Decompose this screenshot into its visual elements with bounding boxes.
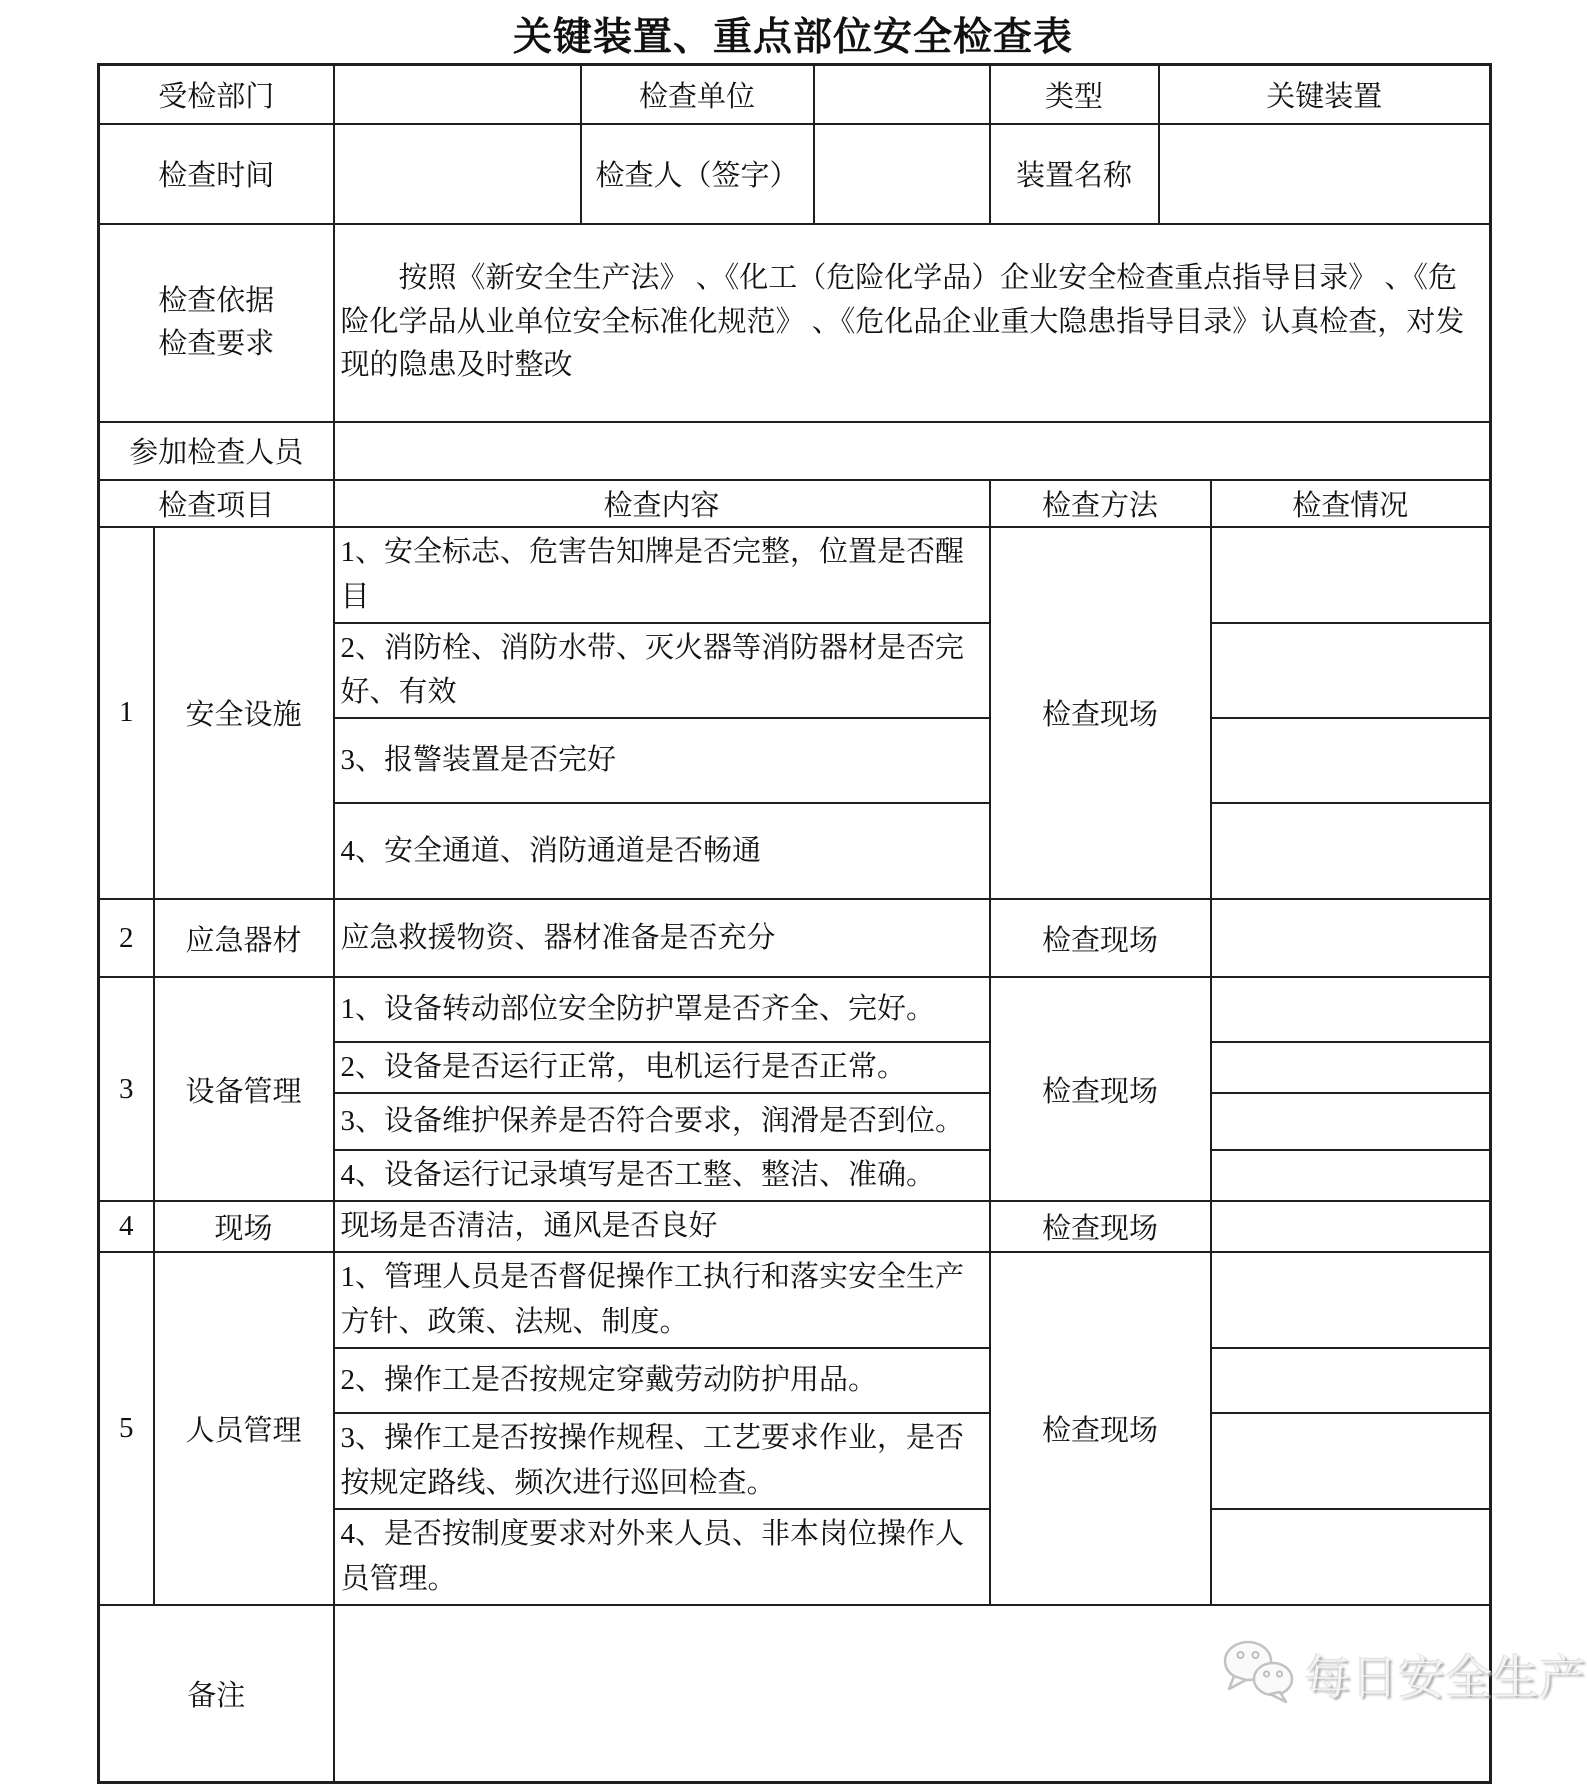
type-value: 关键装置 bbox=[1159, 65, 1491, 124]
item-content: 4、是否按制度要求对外来人员、非本岗位操作人员管理。 bbox=[334, 1509, 990, 1605]
device-name-value bbox=[1159, 124, 1491, 224]
table-row bbox=[99, 422, 1491, 480]
item-no: 1 bbox=[99, 527, 154, 900]
item-method: 检查现场 bbox=[990, 977, 1211, 1201]
item-category: 人员管理 bbox=[154, 1252, 334, 1605]
situation-cell bbox=[1211, 527, 1491, 623]
basis-label-line2: 检查要求 bbox=[158, 327, 275, 360]
item-content: 1、管理人员是否督促操作工执行和落实安全生产方针、政策、法规、制度。 bbox=[334, 1252, 990, 1348]
watermark-text: 每日安全生产 bbox=[1304, 1653, 1586, 1705]
column-header-method: 检查方法 bbox=[990, 480, 1211, 527]
item-no: 5 bbox=[99, 1252, 154, 1605]
item-method: 检查现场 bbox=[990, 899, 1211, 977]
situation-cell bbox=[1211, 1150, 1491, 1201]
item-content: 1、设备转动部位安全防护罩是否齐全、完好。 bbox=[334, 977, 990, 1042]
item-content: 1、安全标志、危害告知牌是否完整，位置是否醒目 bbox=[334, 527, 990, 623]
page-title: 关键装置、重点部位安全检查表 bbox=[512, 16, 1073, 59]
participants-value bbox=[334, 422, 1491, 480]
item-content: 4、设备运行记录填写是否工整、整洁、准确。 bbox=[334, 1150, 990, 1201]
item-category: 安全设施 bbox=[154, 527, 334, 900]
item-content: 2、操作工是否按规定穿戴劳动防护用品。 bbox=[334, 1348, 990, 1413]
table-row bbox=[99, 899, 1491, 977]
item-content: 3、设备维护保养是否符合要求，润滑是否到位。 bbox=[334, 1093, 990, 1150]
basis-content: 按照《新安全生产法》 、《化工（危险化学品）企业安全检查重点指导目录》 、《危险化学品从业单位安全标准化规范》 、《危化品企业重大隐患指导目录》认真检查，对发现的隐患及时整改 bbox=[334, 224, 1491, 422]
item-no: 2 bbox=[99, 899, 154, 977]
table-row bbox=[99, 977, 1491, 1042]
remarks-area bbox=[334, 1605, 1491, 1783]
basis-label bbox=[99, 224, 334, 422]
situation-cell bbox=[1211, 1201, 1491, 1252]
item-method: 检查现场 bbox=[990, 1201, 1211, 1252]
item-content: 2、消防栓、消防水带、灭火器等消防器材是否完好、有效 bbox=[334, 623, 990, 719]
situation-cell bbox=[1211, 1413, 1491, 1509]
item-method: 检查现场 bbox=[990, 527, 1211, 900]
situation-cell bbox=[1211, 977, 1491, 1042]
table-row bbox=[99, 65, 1491, 124]
situation-cell bbox=[1211, 1348, 1491, 1413]
situation-cell bbox=[1211, 803, 1491, 899]
checklist-header-row bbox=[99, 480, 1491, 527]
item-category: 设备管理 bbox=[154, 977, 334, 1201]
participants-label: 参加检查人员 bbox=[99, 422, 334, 480]
inspection-time-label: 检查时间 bbox=[99, 124, 334, 224]
inspection-time-value bbox=[334, 124, 581, 224]
item-content: 应急救援物资、器材准备是否充分 bbox=[334, 899, 990, 977]
table-row bbox=[99, 1605, 1491, 1783]
item-category: 现场 bbox=[154, 1201, 334, 1252]
situation-cell bbox=[1211, 1093, 1491, 1150]
item-category: 应急器材 bbox=[154, 899, 334, 977]
item-no: 3 bbox=[99, 977, 154, 1201]
table-row bbox=[99, 527, 1491, 623]
item-no: 4 bbox=[99, 1201, 154, 1252]
column-header-content: 检查内容 bbox=[334, 480, 990, 527]
inspection-form-table bbox=[97, 63, 1492, 1784]
situation-cell bbox=[1211, 718, 1491, 803]
inspection-unit-value bbox=[814, 65, 990, 124]
table-row bbox=[99, 224, 1491, 422]
item-method: 检查现场 bbox=[990, 1252, 1211, 1605]
item-content: 2、设备是否运行正常，电机运行是否正常。 bbox=[334, 1042, 990, 1093]
item-content: 3、报警装置是否完好 bbox=[334, 718, 990, 803]
situation-cell bbox=[1211, 1252, 1491, 1348]
situation-cell bbox=[1211, 1509, 1491, 1605]
table-row bbox=[99, 1201, 1491, 1252]
column-header-situation: 检查情况 bbox=[1211, 480, 1491, 527]
column-header-item: 检查项目 bbox=[99, 480, 334, 527]
inspected-department-label: 受检部门 bbox=[99, 65, 334, 124]
inspected-department-value bbox=[334, 65, 581, 124]
item-content: 3、操作工是否按操作规程、工艺要求作业，是否按规定路线、频次进行巡回检查。 bbox=[334, 1413, 990, 1509]
type-label: 类型 bbox=[990, 65, 1159, 124]
item-content: 现场是否清洁，通风是否良好 bbox=[334, 1201, 990, 1252]
table-row bbox=[99, 124, 1491, 224]
basis-label-line1: 检查依据 bbox=[158, 285, 275, 318]
situation-cell bbox=[1211, 1042, 1491, 1093]
inspector-signature-label: 检查人（签字） bbox=[581, 124, 814, 224]
inspection-unit-label: 检查单位 bbox=[581, 65, 814, 124]
device-name-label: 装置名称 bbox=[990, 124, 1159, 224]
situation-cell bbox=[1211, 623, 1491, 719]
remarks-label: 备注 bbox=[99, 1605, 334, 1783]
item-content: 4、安全通道、消防通道是否畅通 bbox=[334, 803, 990, 899]
situation-cell bbox=[1211, 899, 1491, 977]
inspector-signature-value bbox=[814, 124, 990, 224]
table-row bbox=[99, 1252, 1491, 1348]
